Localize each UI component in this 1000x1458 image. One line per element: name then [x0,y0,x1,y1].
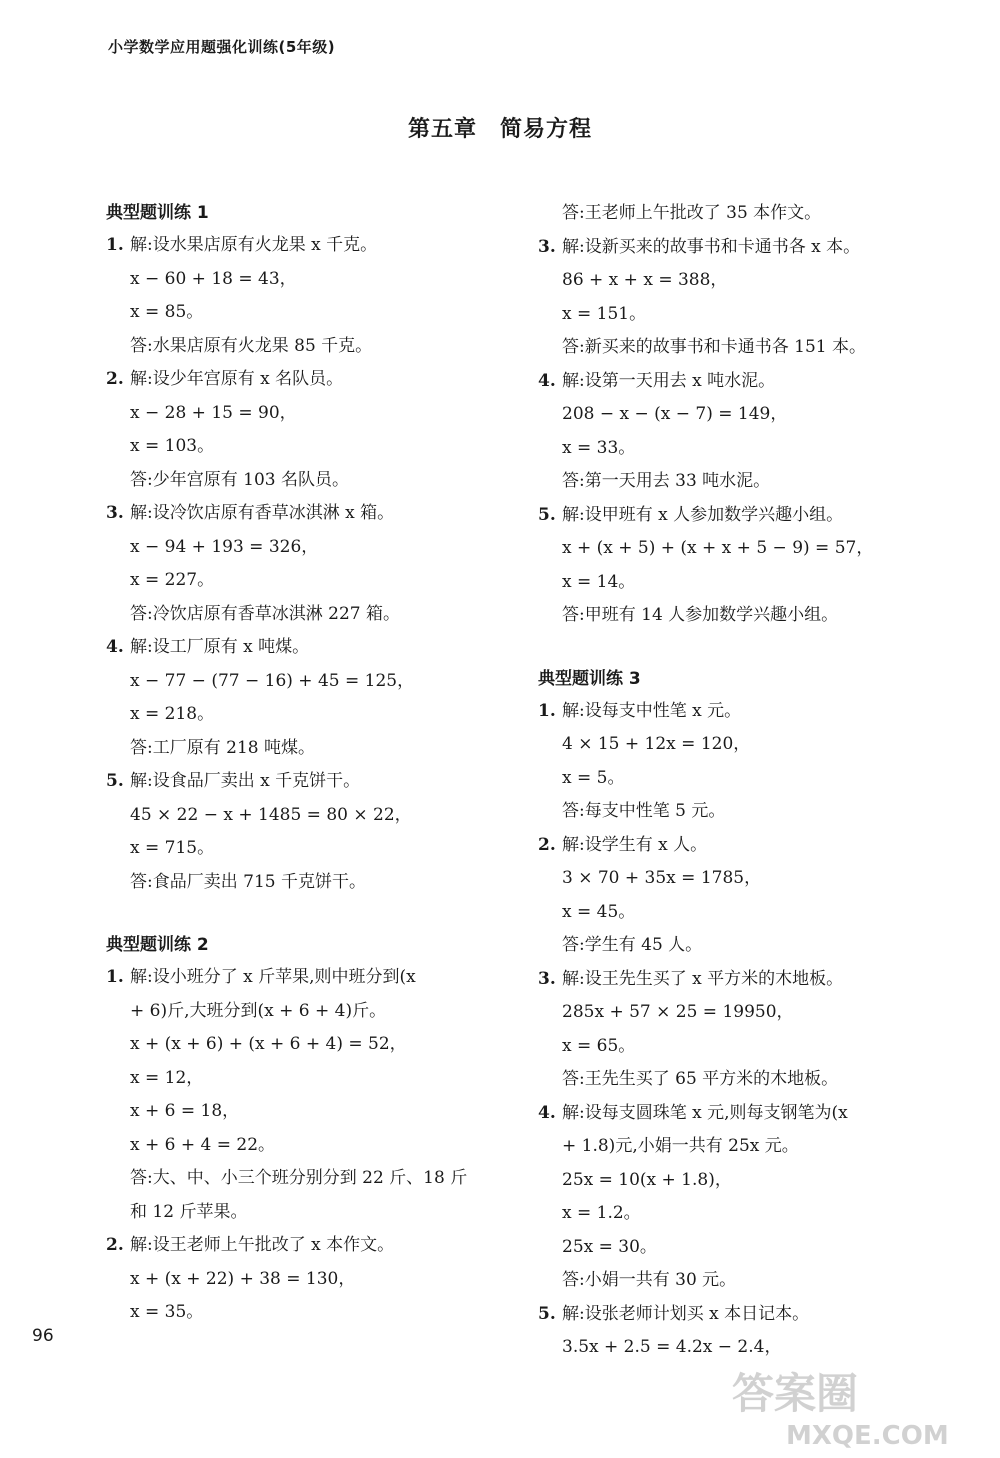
solution-line: 3 × 70 + 35x = 1785， [562,868,762,888]
question-text: 解:设小班分了 x 斤苹果,则中班分到(x [130,967,416,987]
solution-line: x = 1.2。 [562,1203,641,1223]
question-line [538,499,948,533]
section-gap [106,899,516,929]
section-heading: 典型题训练 3 [538,668,641,689]
question-line [106,1229,516,1263]
section-heading: 典型题训练 2 [106,935,209,955]
question-number: 5. [538,504,556,525]
question-line [106,497,516,531]
solution-line: x + (x + 22) + 38 = 130， [130,1268,356,1289]
question-number: 5. [106,771,124,791]
solution-line: 答:王先生买了 65 平方米的木地板。 [562,1069,839,1089]
solution-line: x = 14。 [562,571,636,592]
solution-line: 答:王老师上午批改了 35 本作文。 [562,203,822,223]
book-title: 小学数学应用题强化训练(5年级) [108,38,336,56]
solution-line: x = 151。 [562,303,647,324]
question-line [106,229,516,263]
solution-line: 答:每支中性笔 5 元。 [562,801,726,821]
solution-line: x = 218。 [130,704,215,724]
chapter-title: 第五章 简易方程 [407,117,592,142]
solution-line: x = 227。 [130,570,215,590]
solution-line: 答:冷饮店原有香草冰淇淋 227 箱。 [130,603,400,624]
solution-line: 答:水果店原有火龙果 85 千克。 [130,335,373,356]
solution-line: x + (x + 5) + (x + x + 5 − 9) = 57， [562,538,874,558]
question-number: 2. [106,369,124,389]
question-number: 3. [538,968,556,989]
question-number: 1. [106,967,124,987]
question-text: 解:设每支圆珠笔 x 元,则每支钢笔为(x [562,1102,848,1123]
solution-line: 答:甲班有 14 人参加数学兴趣小组。 [562,605,839,625]
solution-line: x = 103。 [130,436,215,456]
question-number: 4. [538,370,556,391]
solution-line: x = 85。 [130,302,204,322]
question-text: 解:设张老师计划买 x 本日记本。 [562,1303,810,1324]
solution-line: 答:少年宫原有 103 名队员。 [130,469,349,490]
question-number: 2. [538,834,556,855]
question-line [538,1097,948,1131]
question-text: 解:设第一天用去 x 吨水泥。 [562,370,776,391]
question-text: 解:设水果店原有火龙果 x 千克。 [130,235,378,255]
left-column [106,197,516,1330]
question-text: 解:设食品厂卖出 x 千克饼干。 [130,771,361,791]
question-line [538,695,948,729]
question-number: 3. [106,503,124,523]
solution-line: 答:食品厂卖出 715 千克饼干。 [130,871,366,892]
question-text: 解:设王老师上午批改了 x 本作文。 [130,1235,395,1255]
question-line [538,1298,948,1332]
solution-line: + 6)斤,大班分到(x + 6 + 4)斤。 [130,1000,387,1021]
solution-line: x = 5。 [562,767,625,788]
section-gap [538,633,948,663]
question-text: 解:设甲班有 x 人参加数学兴趣小组。 [562,504,844,525]
solution-line: x = 715。 [130,838,215,858]
question-text: 解:设工厂原有 x 吨煤。 [130,637,310,657]
page-number: 96 [32,1326,54,1346]
solution-line: 答:工厂原有 218 吨煤。 [130,737,315,758]
solution-line: x + (x + 6) + (x + 6 + 4) = 52， [130,1034,407,1054]
section-heading: 典型题训练 1 [106,203,209,223]
solution-line: 86 + x + x = 388， [562,270,728,290]
question-number: 5. [538,1303,556,1324]
solution-line: 45 × 22 − x + 1485 = 80 × 22， [130,804,412,825]
question-line [106,961,516,995]
watermark-subtext: MXQE.COM [786,1421,949,1450]
solution-line: 25x = 10(x + 1.8)， [562,1169,732,1190]
question-number: 4. [538,1102,556,1123]
question-number: 1. [538,700,556,721]
question-number: 2. [106,1235,124,1255]
watermark-text: 答案圈 [732,1369,859,1418]
solution-line: 答:新买来的故事书和卡通书各 151 本。 [562,337,866,357]
question-line [106,363,516,397]
solution-line: x = 45。 [562,901,636,922]
question-line [538,829,948,863]
question-text: 解:设新买来的故事书和卡通书各 x 本。 [562,236,861,257]
question-text: 解:设冷饮店原有香草冰淇淋 x 箱。 [130,503,395,523]
solution-line: 答:小娟一共有 30 元。 [562,1270,737,1290]
question-number: 1. [106,235,124,255]
solution-line: + 1.8)元,小娟一共有 25x 元。 [562,1136,799,1156]
question-line [538,963,948,997]
solution-line: 答:学生有 45 人。 [562,935,703,955]
solution-line: 答:大、中、小三个班分别分到 22 斤、18 斤 [130,1168,468,1188]
solution-line: 25x = 30。 [562,1236,657,1257]
solution-line: x = 12， [130,1067,204,1088]
question-number: 4. [106,637,124,657]
question-text: 解:设每支中性笔 x 元。 [562,700,742,721]
question-text: 解:设学生有 x 人。 [562,834,708,855]
question-line [106,765,516,799]
solution-line: 和 12 斤苹果。 [130,1201,248,1222]
solution-line: x = 35。 [130,1302,204,1322]
solution-line: x − 77 − (77 − 16) + 45 = 125， [130,670,415,691]
solution-line: x − 60 + 18 = 43， [130,268,297,289]
right-column [538,197,948,1365]
solution-line: 4 × 15 + 12x = 120， [562,734,751,754]
question-text: 解:设王先生买了 x 平方米的木地板。 [562,968,844,989]
solution-line: x − 94 + 193 = 326， [130,536,319,557]
solution-line: 3.5x + 2.5 = 4.2x − 2.4， [562,1337,782,1357]
solution-line: 答:第一天用去 33 吨水泥。 [562,471,771,491]
question-line [538,365,948,399]
solution-line: 285x + 57 × 25 = 19950， [562,1002,794,1022]
solution-line: 208 − x − (x − 7) = 149， [562,404,788,424]
question-line [106,631,516,665]
solution-line: x = 33。 [562,437,636,458]
solution-line: x + 6 = 18， [130,1101,240,1121]
question-line [538,231,948,265]
solution-line: x + 6 + 4 = 22。 [130,1134,276,1155]
solution-line: x = 65。 [562,1035,636,1056]
question-number: 3. [538,236,556,257]
question-text: 解:设少年宫原有 x 名队员。 [130,369,344,389]
solution-line: x − 28 + 15 = 90， [130,402,297,423]
watermark-logo [726,1360,988,1450]
